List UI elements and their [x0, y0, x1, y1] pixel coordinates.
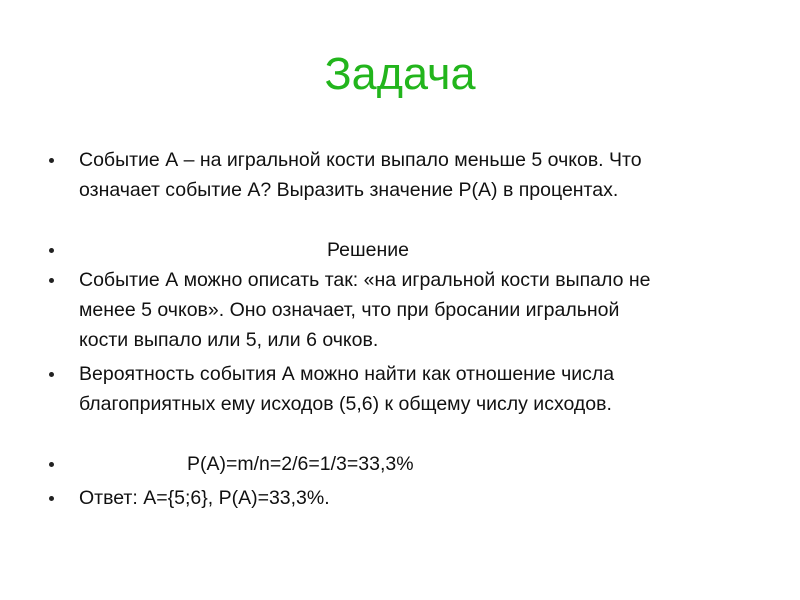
slide-content	[45, 145, 765, 513]
bullet-answer	[45, 483, 765, 513]
slide-title: Задача	[324, 48, 476, 99]
bullet-line: Событие А можно описать так: «на игральной кости выпало не	[79, 269, 651, 291]
bullet-dot-icon	[49, 462, 54, 467]
bullet-line: означает событие А? Выразить значение Р(А) в процентах.	[79, 179, 619, 201]
bullet-solution-heading	[45, 235, 765, 265]
bullet-line: Вероятность события А можно найти как отношение числа	[79, 363, 615, 385]
bullet-probability-method	[45, 359, 765, 419]
bullet-formula	[45, 449, 765, 479]
answer-text: Ответ: А={5;6}, Р(А)=33,3%.	[79, 487, 330, 509]
bullet-dot-icon	[49, 248, 54, 253]
bullet-line: Событие А – на игральной кости выпало меньше 5 очков. Что	[79, 149, 642, 171]
probability-formula: Р(А)=m/n=2/6=1/3=33,3%	[187, 453, 414, 475]
bullet-dot-icon	[49, 496, 54, 501]
bullet-line: менее 5 очков». Оно означает, что при бросании игральной	[79, 299, 620, 321]
bullet-dot-icon	[49, 278, 54, 283]
bullet-line: благоприятных ему исходов (5,6) к общему числу исходов.	[79, 393, 612, 415]
bullet-line: кости выпало или 5, или 6 очков.	[79, 329, 379, 351]
solution-heading: Решение	[327, 239, 409, 261]
bullet-dot-icon	[49, 372, 54, 377]
bullet-problem	[45, 145, 765, 205]
bullet-dot-icon	[49, 158, 54, 163]
bullet-event-description	[45, 265, 765, 355]
